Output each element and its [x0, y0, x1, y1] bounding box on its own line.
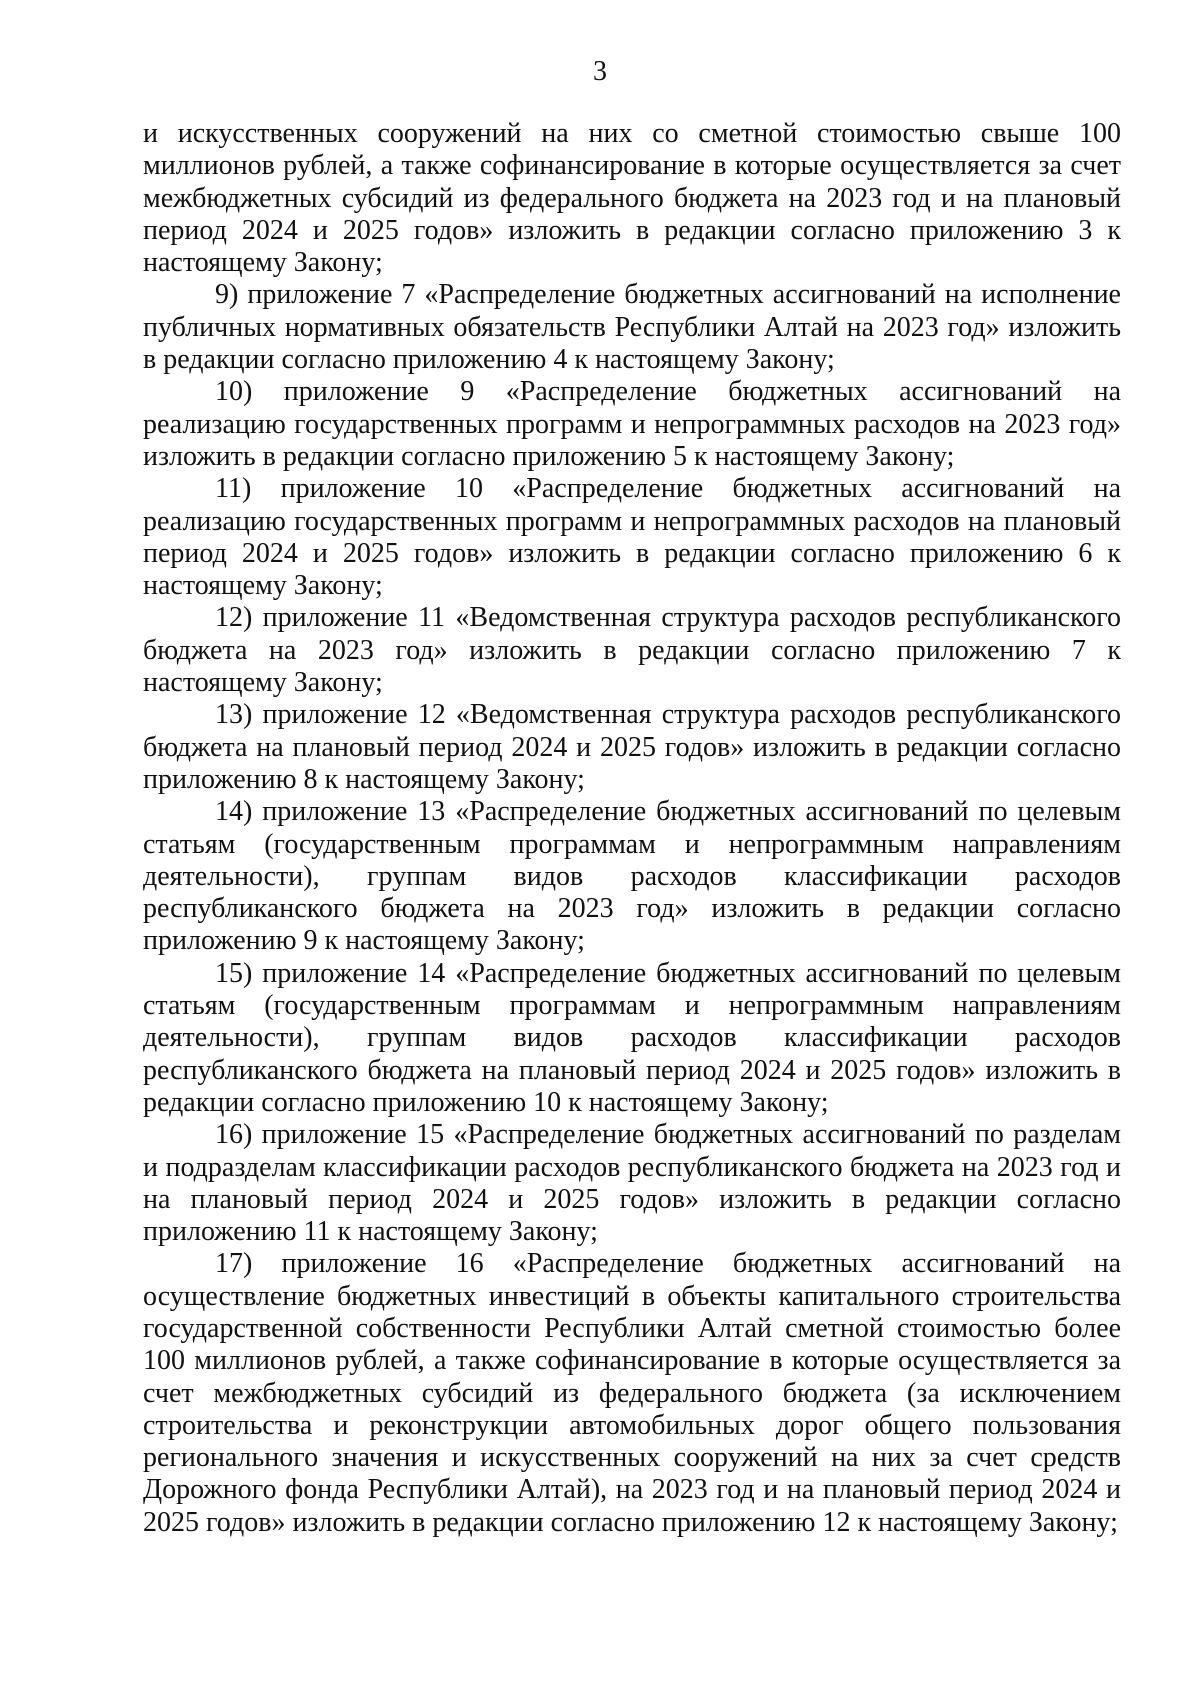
paragraph-item-17: 17) приложение 16 «Распределение бюджетных ассигнований на осуществление бюджетных инвестиций в объекты капитального строительства государственной собственности Республики Алтай сметной стоимостью более 100 миллионов рублей, а также софинансирование в которые осуществляется за счет межбюджетных субсидий из федерального бюджета (за исключением строительства и реконструкции автомобильных дорог общего пользования регионального значения и искусственных сооружений на них за счет средств Дорожного фонда Республики Алтай), на 2023 год и на плановый период 2024 и 2025 годов» изложить в редакции согласно приложению 12 к настоящему Закону;	[143, 1248, 1121, 1538]
page-number: 3	[593, 56, 607, 87]
paragraph-item-15: 15) приложение 14 «Распределение бюджетных ассигнований по целевым статьям (государственным программам и непрограммным направлениям деятельности), группам видов расходов классификации расходов республиканского бюджета на плановый период 2024 и 2025 годов» изложить в редакции согласно приложению 10 к настоящему Закону;	[143, 957, 1121, 1118]
paragraph-continuation: и искусственных сооружений на них со сметной стоимостью свыше 100 миллионов рублей, а также софинансирование в которые осуществляется за счет межбюджетных субсидий из федерального бюджета на 2023 год и на плановый период 2024 и 2025 годов» изложить в редакции согласно приложению 3 к настоящему Закону;	[143, 118, 1121, 279]
paragraph-item-16: 16) приложение 15 «Распределение бюджетных ассигнований по разделам и подразделам классификации расходов республиканского бюджета на 2023 год и на плановый период 2024 и 2025 годов» изложить в редакции согласно приложению 11 к настоящему Закону;	[143, 1119, 1121, 1248]
document-body	[143, 118, 1121, 1539]
paragraph-item-12: 12) приложение 11 «Ведомственная структура расходов республиканского бюджета на 2023 год» изложить в редакции согласно приложению 7 к настоящему Закону;	[143, 602, 1121, 699]
paragraph-item-9: 9) приложение 7 «Распределение бюджетных ассигнований на исполнение публичных нормативных обязательств Республики Алтай на 2023 год» изложить в редакции согласно приложению 4 к настоящему Закону;	[143, 279, 1121, 376]
paragraph-item-13: 13) приложение 12 «Ведомственная структура расходов республиканского бюджета на плановый период 2024 и 2025 годов» изложить в редакции согласно приложению 8 к настоящему Закону;	[143, 699, 1121, 795]
paragraph-item-14: 14) приложение 13 «Распределение бюджетных ассигнований по целевым статьям (государственным программам и непрограммным направлениям деятельности), группам видов расходов классификации расходов республиканского бюджета на 2023 год» изложить в редакции согласно приложению 9 к настоящему Закону;	[143, 796, 1121, 957]
paragraph-item-11: 11) приложение 10 «Распределение бюджетных ассигнований на реализацию государственных программ и непрограммных расходов на плановый период 2024 и 2025 годов» изложить в редакции согласно приложению 6 к настоящему Закону;	[143, 473, 1121, 602]
paragraph-item-10: 10) приложение 9 «Распределение бюджетных ассигнований на реализацию государственных программ и непрограммных расходов на 2023 год» изложить в редакции согласно приложению 5 к настоящему Закону;	[143, 376, 1121, 472]
